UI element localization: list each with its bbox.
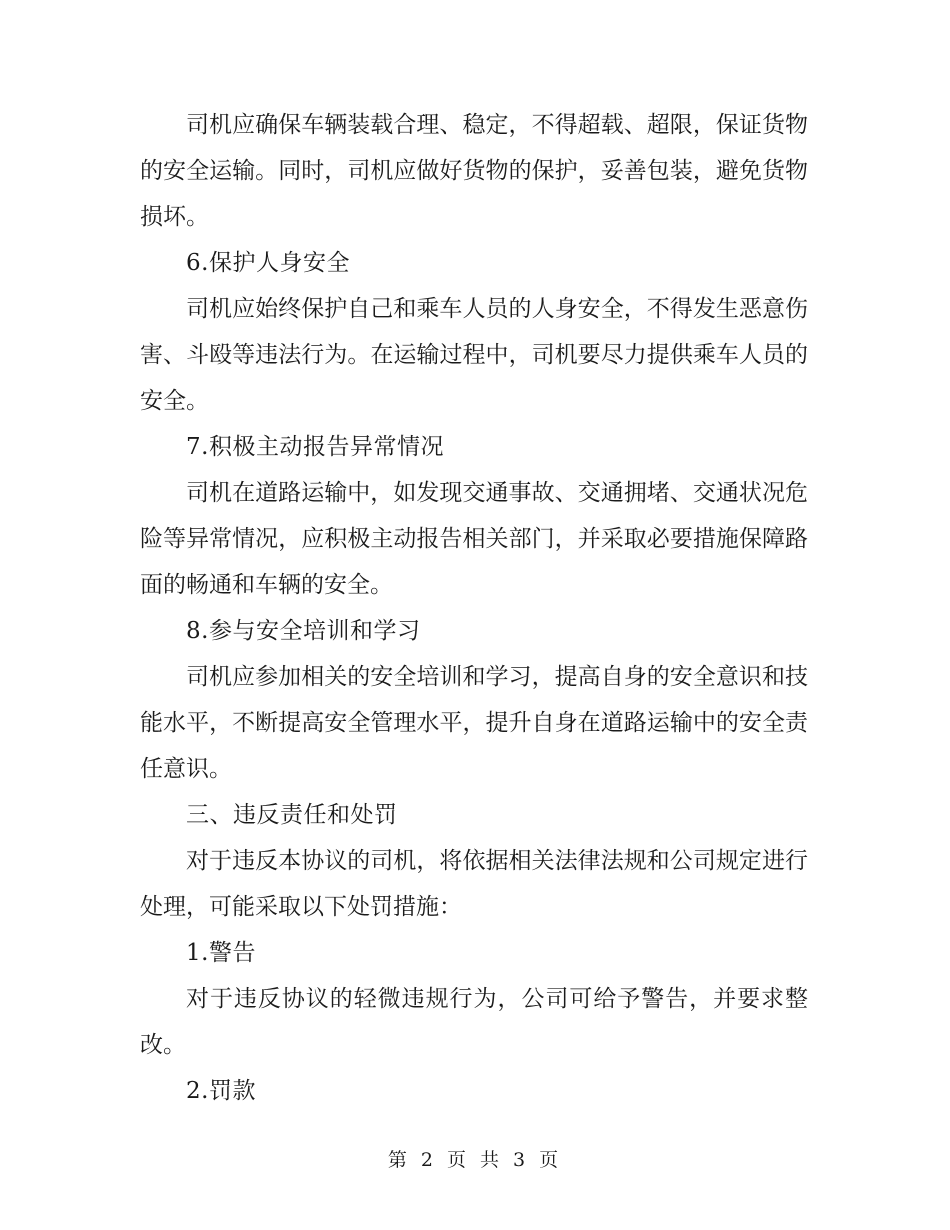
paragraph-report-abnormal: 司机在道路运输中，如发现交通事故、交通拥堵、交通状况危险等异常情况，应积极主动报告相关部门，并采取必要措施保障路面的畅通和车辆的安全。 [140, 480, 808, 598]
section-heading-violation-penalty: 三、违反责任和处罚 [186, 802, 398, 828]
paragraph-safety-training: 司机应参加相关的安全培训和学习，提高自身的安全意识和技能水平，不断提高安全管理水平，提升自身在道路运输中的安全责任意识。 [140, 664, 808, 782]
document-body [140, 102, 808, 1114]
section-heading-fine: 2.罚款 [186, 1078, 256, 1104]
section-heading-warning: 1.警告 [186, 940, 256, 966]
section-heading-safety-training: 8.参与安全培训和学习 [186, 618, 421, 644]
paragraph-cargo-loading: 司机应确保车辆装载合理、稳定，不得超载、超限，保证货物的安全运输。同时，司机应做好货物的保护，妥善包装，避免货物损坏。 [140, 112, 808, 230]
paragraph-warning: 对于违反协议的轻微违规行为，公司可给予警告，并要求整改。 [140, 986, 808, 1058]
section-heading-report-abnormal: 7.积极主动报告异常情况 [186, 434, 444, 460]
paragraph-personal-safety: 司机应始终保护自己和乘车人员的人身安全，不得发生恶意伤害、斗殴等违法行为。在运输过程中，司机要尽力提供乘车人员的安全。 [140, 296, 808, 414]
section-heading-personal-safety: 6.保护人身安全 [186, 250, 350, 276]
paragraph-violation-penalty: 对于违反本协议的司机，将依据相关法律法规和公司规定进行处理，可能采取以下处罚措施： [140, 848, 808, 920]
page-number-footer: 第 2 页 共 3 页 [387, 1149, 563, 1171]
